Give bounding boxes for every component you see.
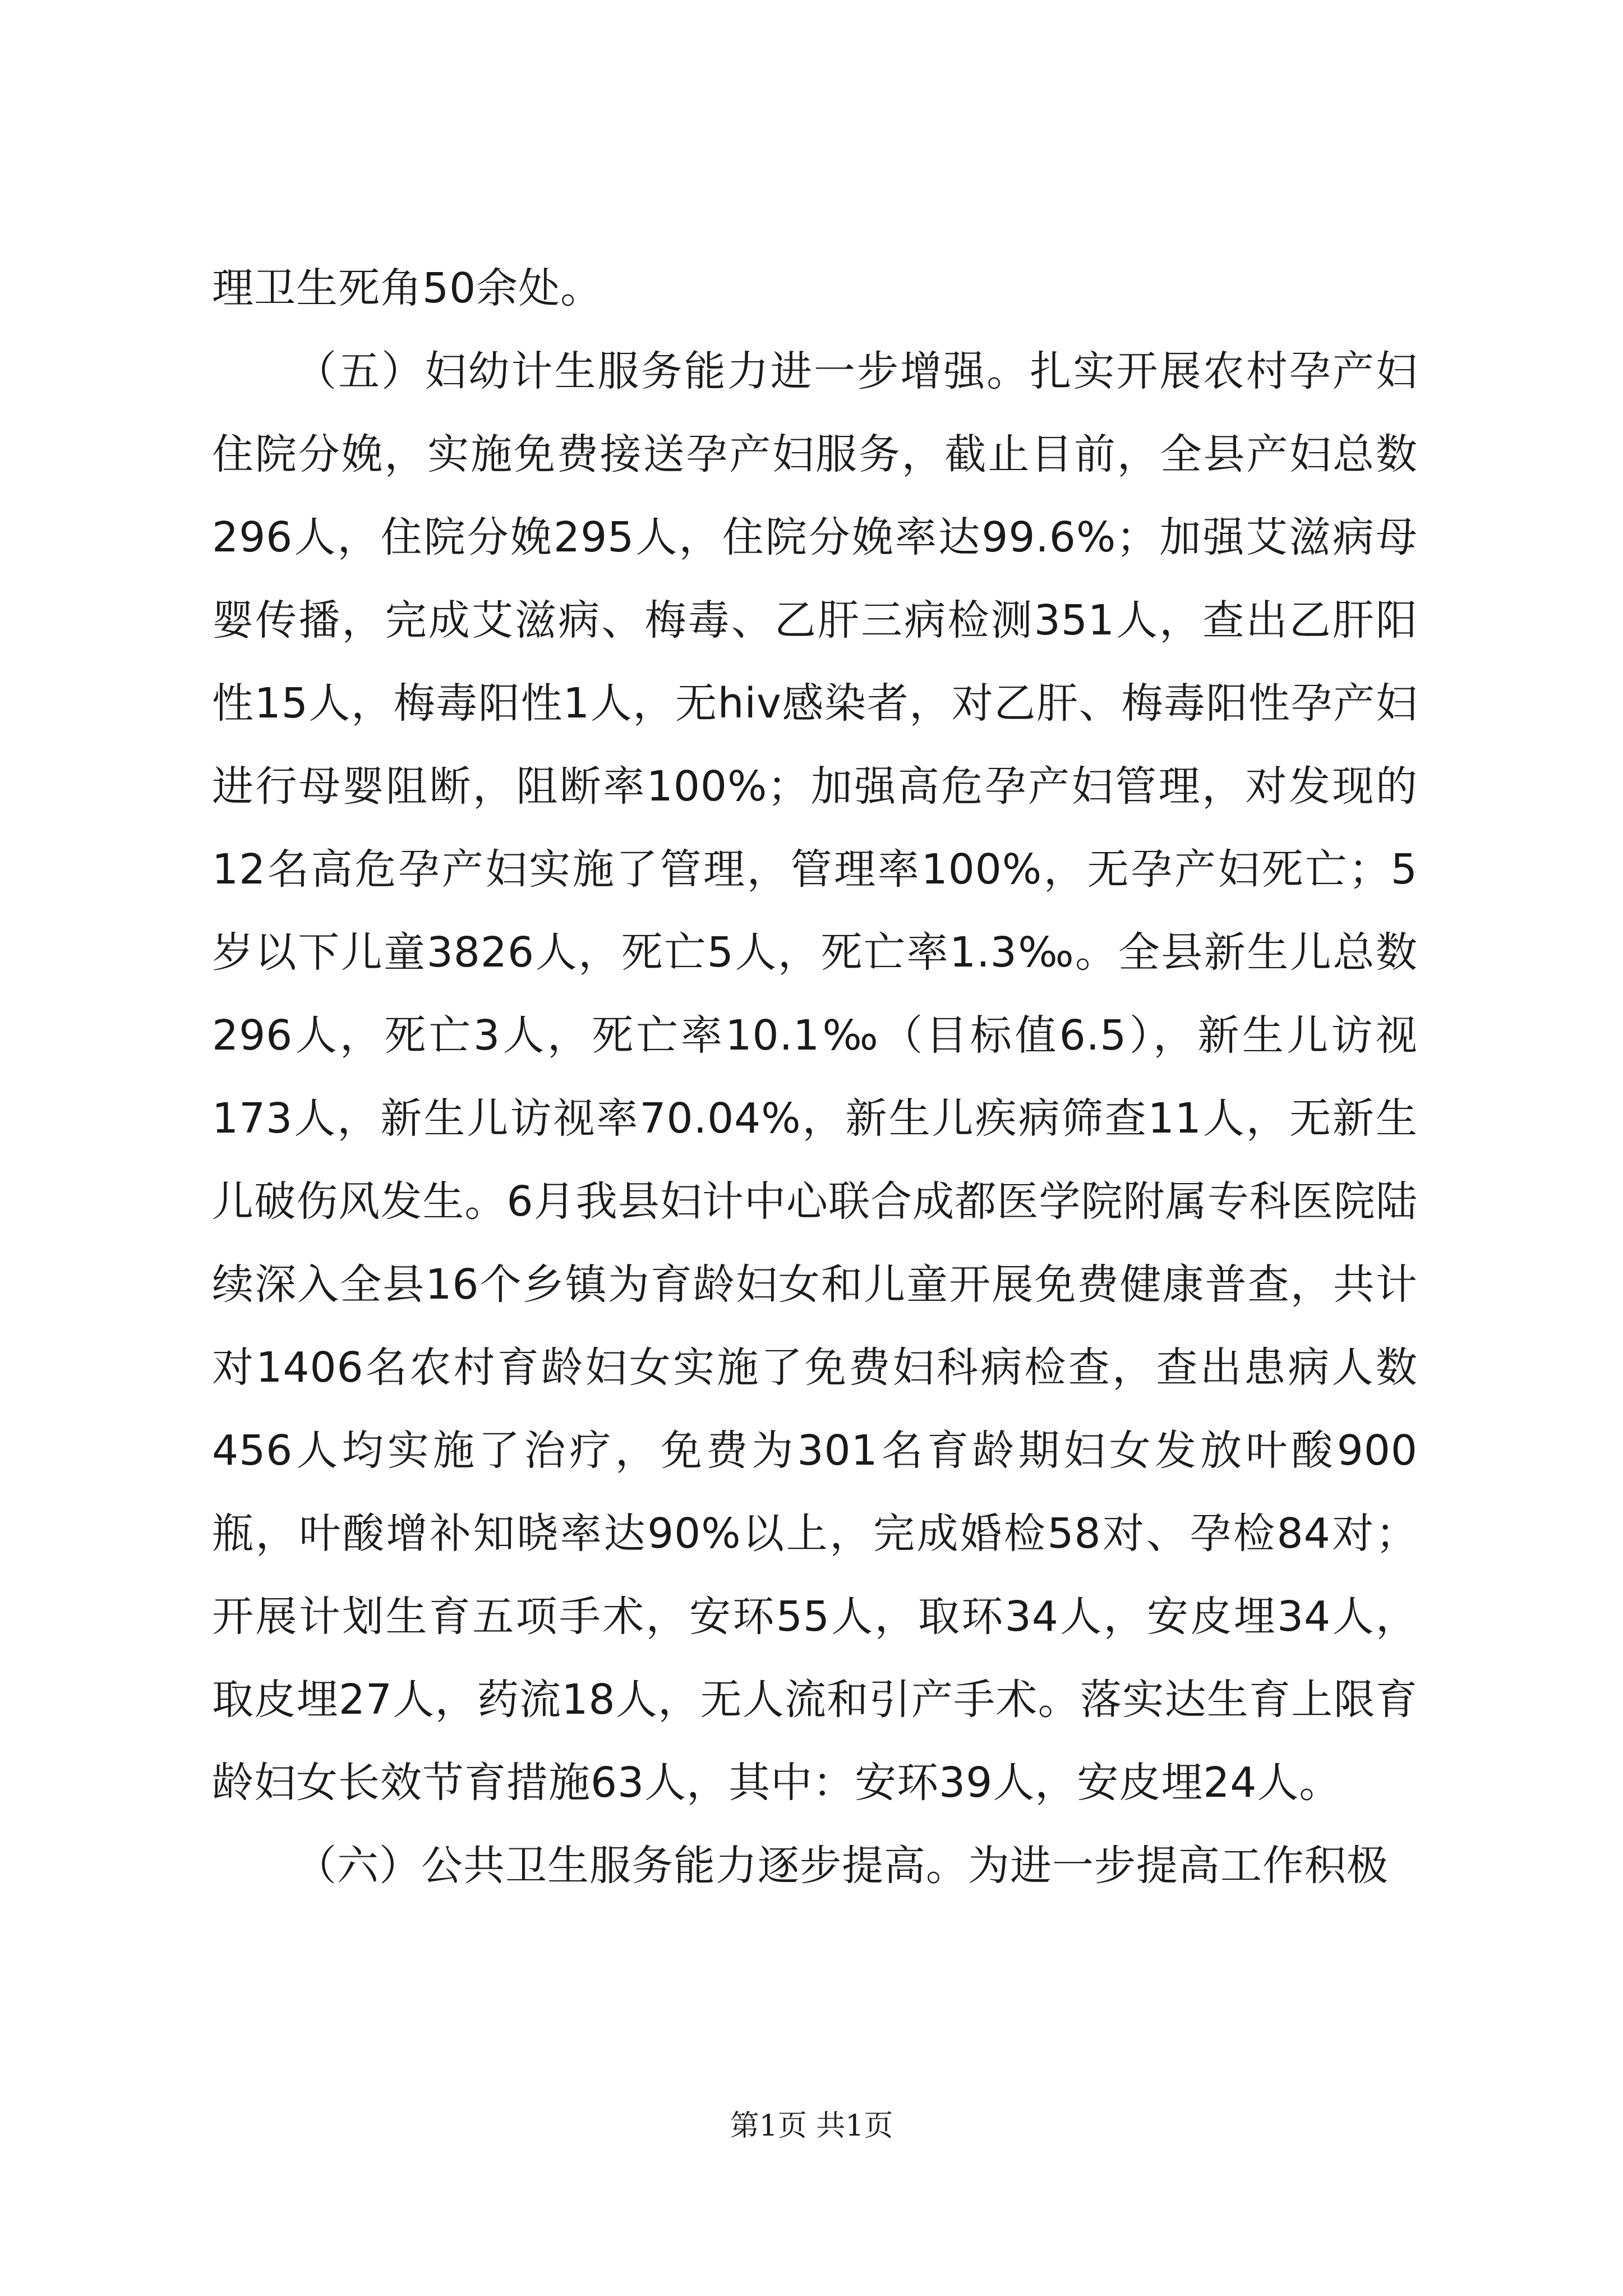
page-footer (0, 2106, 1623, 2146)
page-number-label: 第1页 共1页 (730, 2109, 893, 2143)
paragraph-section-5: （五）妇幼计生服务能力进一步增强。扎实开展农村孕产妇住院分娩，实施免费接送孕产妇服务，截止目前，全县产妇总数296人，住院分娩295人，住院分娩率达99.6%；加强艾滋病母婴传播，完成艾滋病、梅毒、乙肝三病检测351人，查出乙肝阳性15人，梅毒阳性1人，无hiv感染者，对乙肝、梅毒阳性孕产妇进行母婴阻断，阻断率100%；加强高危孕产妇管理，对发现的12名高危孕产妇实施了管理，管理率100%，无孕产妇死亡；5岁以下儿童3826人，死亡5人，死亡率1.3‰。全县新生儿总数296人，死亡3人，死亡率10.1‰（目标值6.5），新生儿访视173人，新生儿访视率70.04%，新生儿疾病筛查11人，无新生儿破伤风发生。6月我县妇计中心联合成都医学院附属专科医院陆续深入全县16个乡镇为育龄妇女和儿童开展免费健康普查，共计对1406名农村育龄妇女实施了免费妇科病检查，查出患病人数456人均实施了治疗，免费为301名育龄期妇女发放叶酸900瓶，叶酸增补知晓率达90%以上，完成婚检58对、孕检84对；开展计划生育五项手术，安环55人，取环34人，安皮埋34人，取皮埋27人，药流18人，无人流和引产手术。落实达生育上限育龄妇女长效节育措施63人，其中：安环39人，安皮埋24人。 (212, 347, 1418, 1807)
paragraph-continuation: 理卫生死角50余处。 (212, 264, 603, 312)
paragraph-section-6: （六）公共卫生服务能力逐步提高。为进一步提高工作积极 (295, 1842, 1389, 1890)
document-body (212, 247, 1418, 1907)
